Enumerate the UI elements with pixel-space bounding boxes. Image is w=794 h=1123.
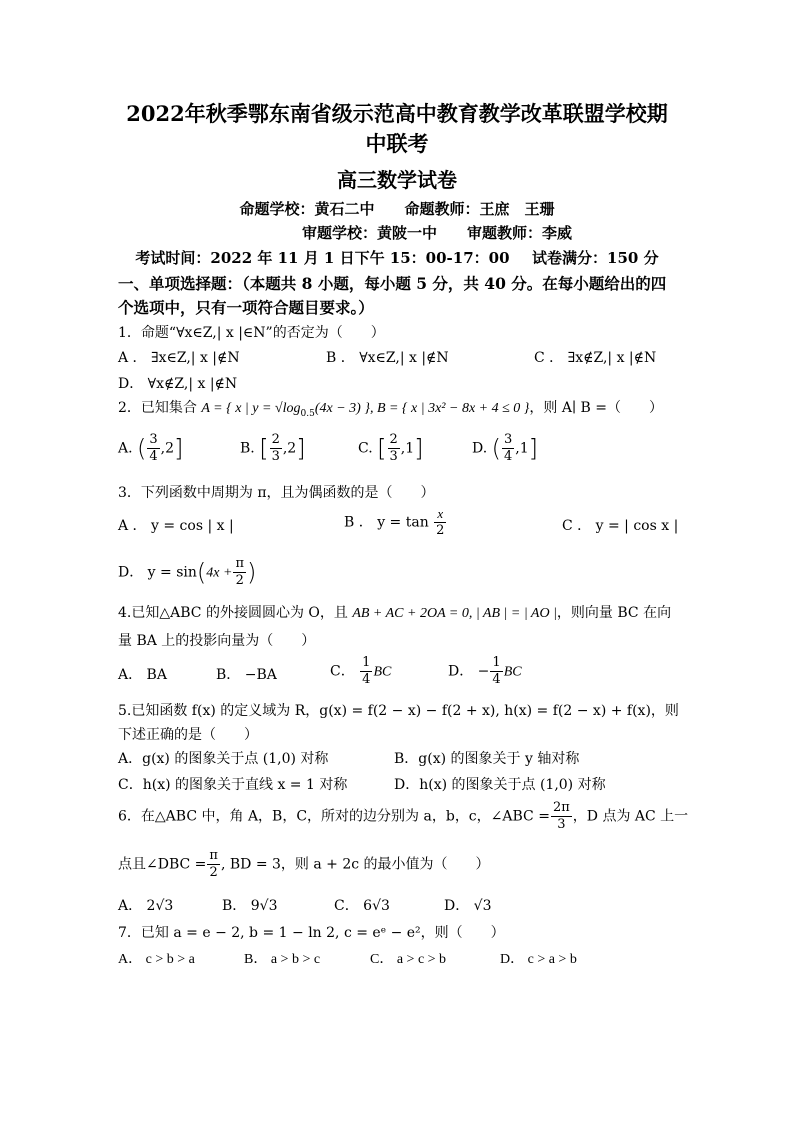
- q6-option-b: B． 9√3: [222, 898, 278, 914]
- q3-stem: 3．下列函数中周期为 π，且为偶函数的是（ ）: [118, 485, 435, 501]
- q6-dbc-den: 2: [209, 865, 218, 880]
- q6-angle-num: 2π: [552, 800, 570, 815]
- q3-d-inner: 4x +: [206, 565, 233, 581]
- q2-c-num: 2: [389, 432, 398, 447]
- q2-c-fraction: [388, 432, 400, 465]
- q6-line1: [118, 800, 688, 833]
- full-score: 试卷满分：150 分: [532, 249, 659, 267]
- q3-d-fraction: [233, 556, 246, 589]
- q6-line1-post: ，D 点为 AC 上一: [572, 808, 689, 825]
- q4-d-fraction: [490, 655, 502, 688]
- q2-c-right: ]: [414, 434, 424, 463]
- q2-a-tail: ,2: [160, 440, 175, 457]
- q2-set-a: A = { x | y = √log: [201, 401, 301, 416]
- q3-b-fraction: [434, 506, 446, 539]
- reviewer-line: [40, 222, 794, 243]
- q2-b-right: ]: [296, 434, 306, 463]
- q5-option-d: D．h(x) 的图象关于点 (1,0) 对称: [394, 777, 606, 793]
- q7-stem: 7．已知 a = e − 2, b = 1 − ln 2, c = eᵉ − e²，则（ ）: [118, 925, 505, 941]
- q2-a-right: ]: [174, 434, 184, 463]
- q3-d-num: π: [235, 556, 244, 571]
- q3-d-paren-left: (: [196, 558, 207, 587]
- q1-stem: 1．命题“∀x∈Z,| x |∈N”的否定为（ ）: [118, 325, 385, 341]
- q4-c-den: 4: [362, 672, 371, 687]
- q2-option-d: [472, 432, 538, 465]
- q2-log-base: 0.5: [300, 408, 315, 419]
- q7-option-d: D． c > a > b: [500, 952, 577, 967]
- q2-set-b: , B = { x | 3x² − 8x + 4 ≤ 0 }: [369, 401, 530, 416]
- q2-a-label: A.: [118, 440, 133, 457]
- q2-option-b: [240, 432, 306, 465]
- q2-option-a: [118, 432, 183, 465]
- q2-b-left: [: [259, 434, 269, 463]
- q2-a-fraction: [147, 432, 159, 465]
- q2-d-left: (: [491, 434, 502, 463]
- q7-option-c: C． a > c > b: [370, 952, 447, 967]
- q6-option-a: A． 2√3: [118, 898, 174, 914]
- q2-stem: [118, 397, 663, 419]
- exam-time: 考试时间：2022 年 11 月 1 日下午 15：00-17：00: [135, 249, 510, 267]
- q2-c-label: C.: [358, 440, 373, 457]
- q4-d-pre: D． −: [448, 663, 490, 680]
- q1-option-d: D． ∀x∉Z,| x |∉N: [118, 376, 238, 392]
- q3-option-d: [118, 556, 256, 589]
- q3-d-paren-right: ): [247, 558, 257, 587]
- q6-line2-post: , BD = 3，则 a + 2c 的最小值为（ ）: [220, 856, 490, 873]
- q4-option-d: [448, 655, 522, 688]
- q4-option-b: B． −BA: [216, 667, 277, 683]
- q6-line2: [118, 848, 490, 881]
- section1-line1: 一、单项选择题：（本题共 8 小题，每小题 5 分，共 40 分。在每小题给出的四: [118, 274, 667, 293]
- q4-option-c: [330, 655, 391, 688]
- q4-line1: [118, 602, 671, 622]
- q2-a-den: 4: [149, 449, 158, 464]
- exam-info-line: [0, 247, 794, 268]
- q4-line1-pre: 4.已知△ABC 的外接圆圆心为 O，且: [118, 605, 353, 621]
- q3-b-num: x: [434, 506, 446, 523]
- exam-title-line2: 中联考: [365, 131, 429, 156]
- reviewer-teacher: 审题教师：李威: [467, 224, 573, 242]
- exam-title-line1: 2022年秋季鄂东南省级示范高中教育教学改革联盟学校期: [126, 101, 668, 126]
- q2-b-tail: ,2: [282, 440, 297, 457]
- q2-d-tail: ,1: [515, 440, 529, 457]
- q2-set-a-tail: (4x − 3) }: [314, 401, 370, 416]
- proposer-line: [0, 198, 794, 219]
- q3-option-c: C ． y = | cos x |: [562, 518, 679, 534]
- q6-dbc-fraction: [207, 848, 220, 881]
- q6-line1-pre: 6．在△ABC 中，角 A，B，C，所对的边分别为 a，b，c，∠ABC =: [118, 808, 550, 825]
- q4-c-pre: C．: [330, 663, 355, 680]
- q5-line1: 5.已知函数 f(x) 的定义域为 R，g(x) = f(2 − x) − f(2 + x), h(x) = f(2 − x) + f(x)，则: [118, 703, 679, 719]
- q4-d-den: 4: [492, 672, 501, 687]
- q6-option-d: D． √3: [444, 898, 492, 914]
- section1-line2: 个选项中，只有一项符合题目要求。）: [118, 298, 374, 317]
- q2-c-den: 3: [389, 449, 398, 464]
- q2-prefix: 2．已知集合: [118, 400, 202, 416]
- q2-b-den: 3: [271, 449, 280, 464]
- q3-option-a: A ． y = cos | x |: [118, 518, 234, 534]
- q2-suffix: ，则 A∣ B =（ ）: [529, 400, 663, 416]
- q5-option-b: B．g(x) 的图象关于 y 轴对称: [394, 751, 580, 767]
- q2-a-num: 3: [149, 432, 158, 447]
- q4-vector-condition: AB + AC + 2OA = 0, | AB | = | AO |: [352, 606, 557, 621]
- q3-d-pre: D． y = sin: [118, 564, 197, 581]
- q6-dbc-num: π: [209, 848, 218, 863]
- q1-option-a: A ． ∃x∈Z,| x |∉N: [118, 350, 240, 366]
- q4-option-a: A． BA: [118, 667, 167, 683]
- q7-option-a: A． c > b > a: [118, 952, 195, 967]
- q6-line2-pre: 点且∠DBC =: [118, 856, 207, 873]
- q5-option-c: C．h(x) 的图象关于直线 x = 1 对称: [118, 777, 348, 793]
- q2-c-left: [: [377, 434, 387, 463]
- exam-subtitle: 高三数学试卷: [337, 168, 457, 192]
- q4-c-fraction: [360, 655, 372, 688]
- q2-d-fraction: [502, 432, 514, 465]
- q2-b-label: B.: [240, 440, 255, 457]
- proposer-school: 命题学校：黄石二中: [239, 200, 375, 218]
- reviewer-school: 审题学校：黄陂一中: [301, 224, 437, 242]
- q4-line1-post: ，则向量 BC 在向: [556, 605, 672, 621]
- q2-d-label: D.: [472, 440, 488, 457]
- q4-d-vector: BC: [503, 664, 522, 680]
- q2-b-fraction: [270, 432, 282, 465]
- q6-option-c: C． 6√3: [334, 898, 390, 914]
- q3-b-den: 2: [436, 523, 445, 538]
- q2-a-left: (: [137, 434, 147, 463]
- q4-line2: 量 BA 上的投影向量为（ ）: [118, 633, 316, 649]
- q4-c-num: 1: [362, 655, 371, 670]
- q5-option-a: A．g(x) 的图象关于点 (1,0) 对称: [118, 751, 329, 767]
- q1-option-c: C ． ∃x∉Z,| x |∉N: [534, 350, 657, 366]
- q3-b-pre: B ． y = tan: [344, 514, 429, 531]
- q6-angle-fraction: [551, 800, 572, 833]
- q3-d-den: 2: [235, 573, 244, 588]
- q3-option-b: [344, 506, 447, 539]
- q4-c-vector: BC: [373, 664, 392, 680]
- q2-c-tail: ,1: [400, 440, 415, 457]
- q2-option-c: [358, 432, 424, 465]
- q6-angle-den: 3: [557, 817, 566, 832]
- q2-d-num: 3: [504, 432, 513, 447]
- q2-d-den: 4: [504, 449, 513, 464]
- q4-d-num: 1: [492, 655, 501, 670]
- q2-b-num: 2: [271, 432, 280, 447]
- q2-d-right: ]: [528, 434, 539, 463]
- proposer-teachers: 命题教师：王庶 王珊: [404, 200, 555, 218]
- q5-line2: 下述正确的是（ ）: [118, 727, 258, 743]
- q1-option-b: B ． ∀x∈Z,| x |∉N: [326, 350, 449, 366]
- q7-option-b: B． a > b > c: [244, 952, 321, 967]
